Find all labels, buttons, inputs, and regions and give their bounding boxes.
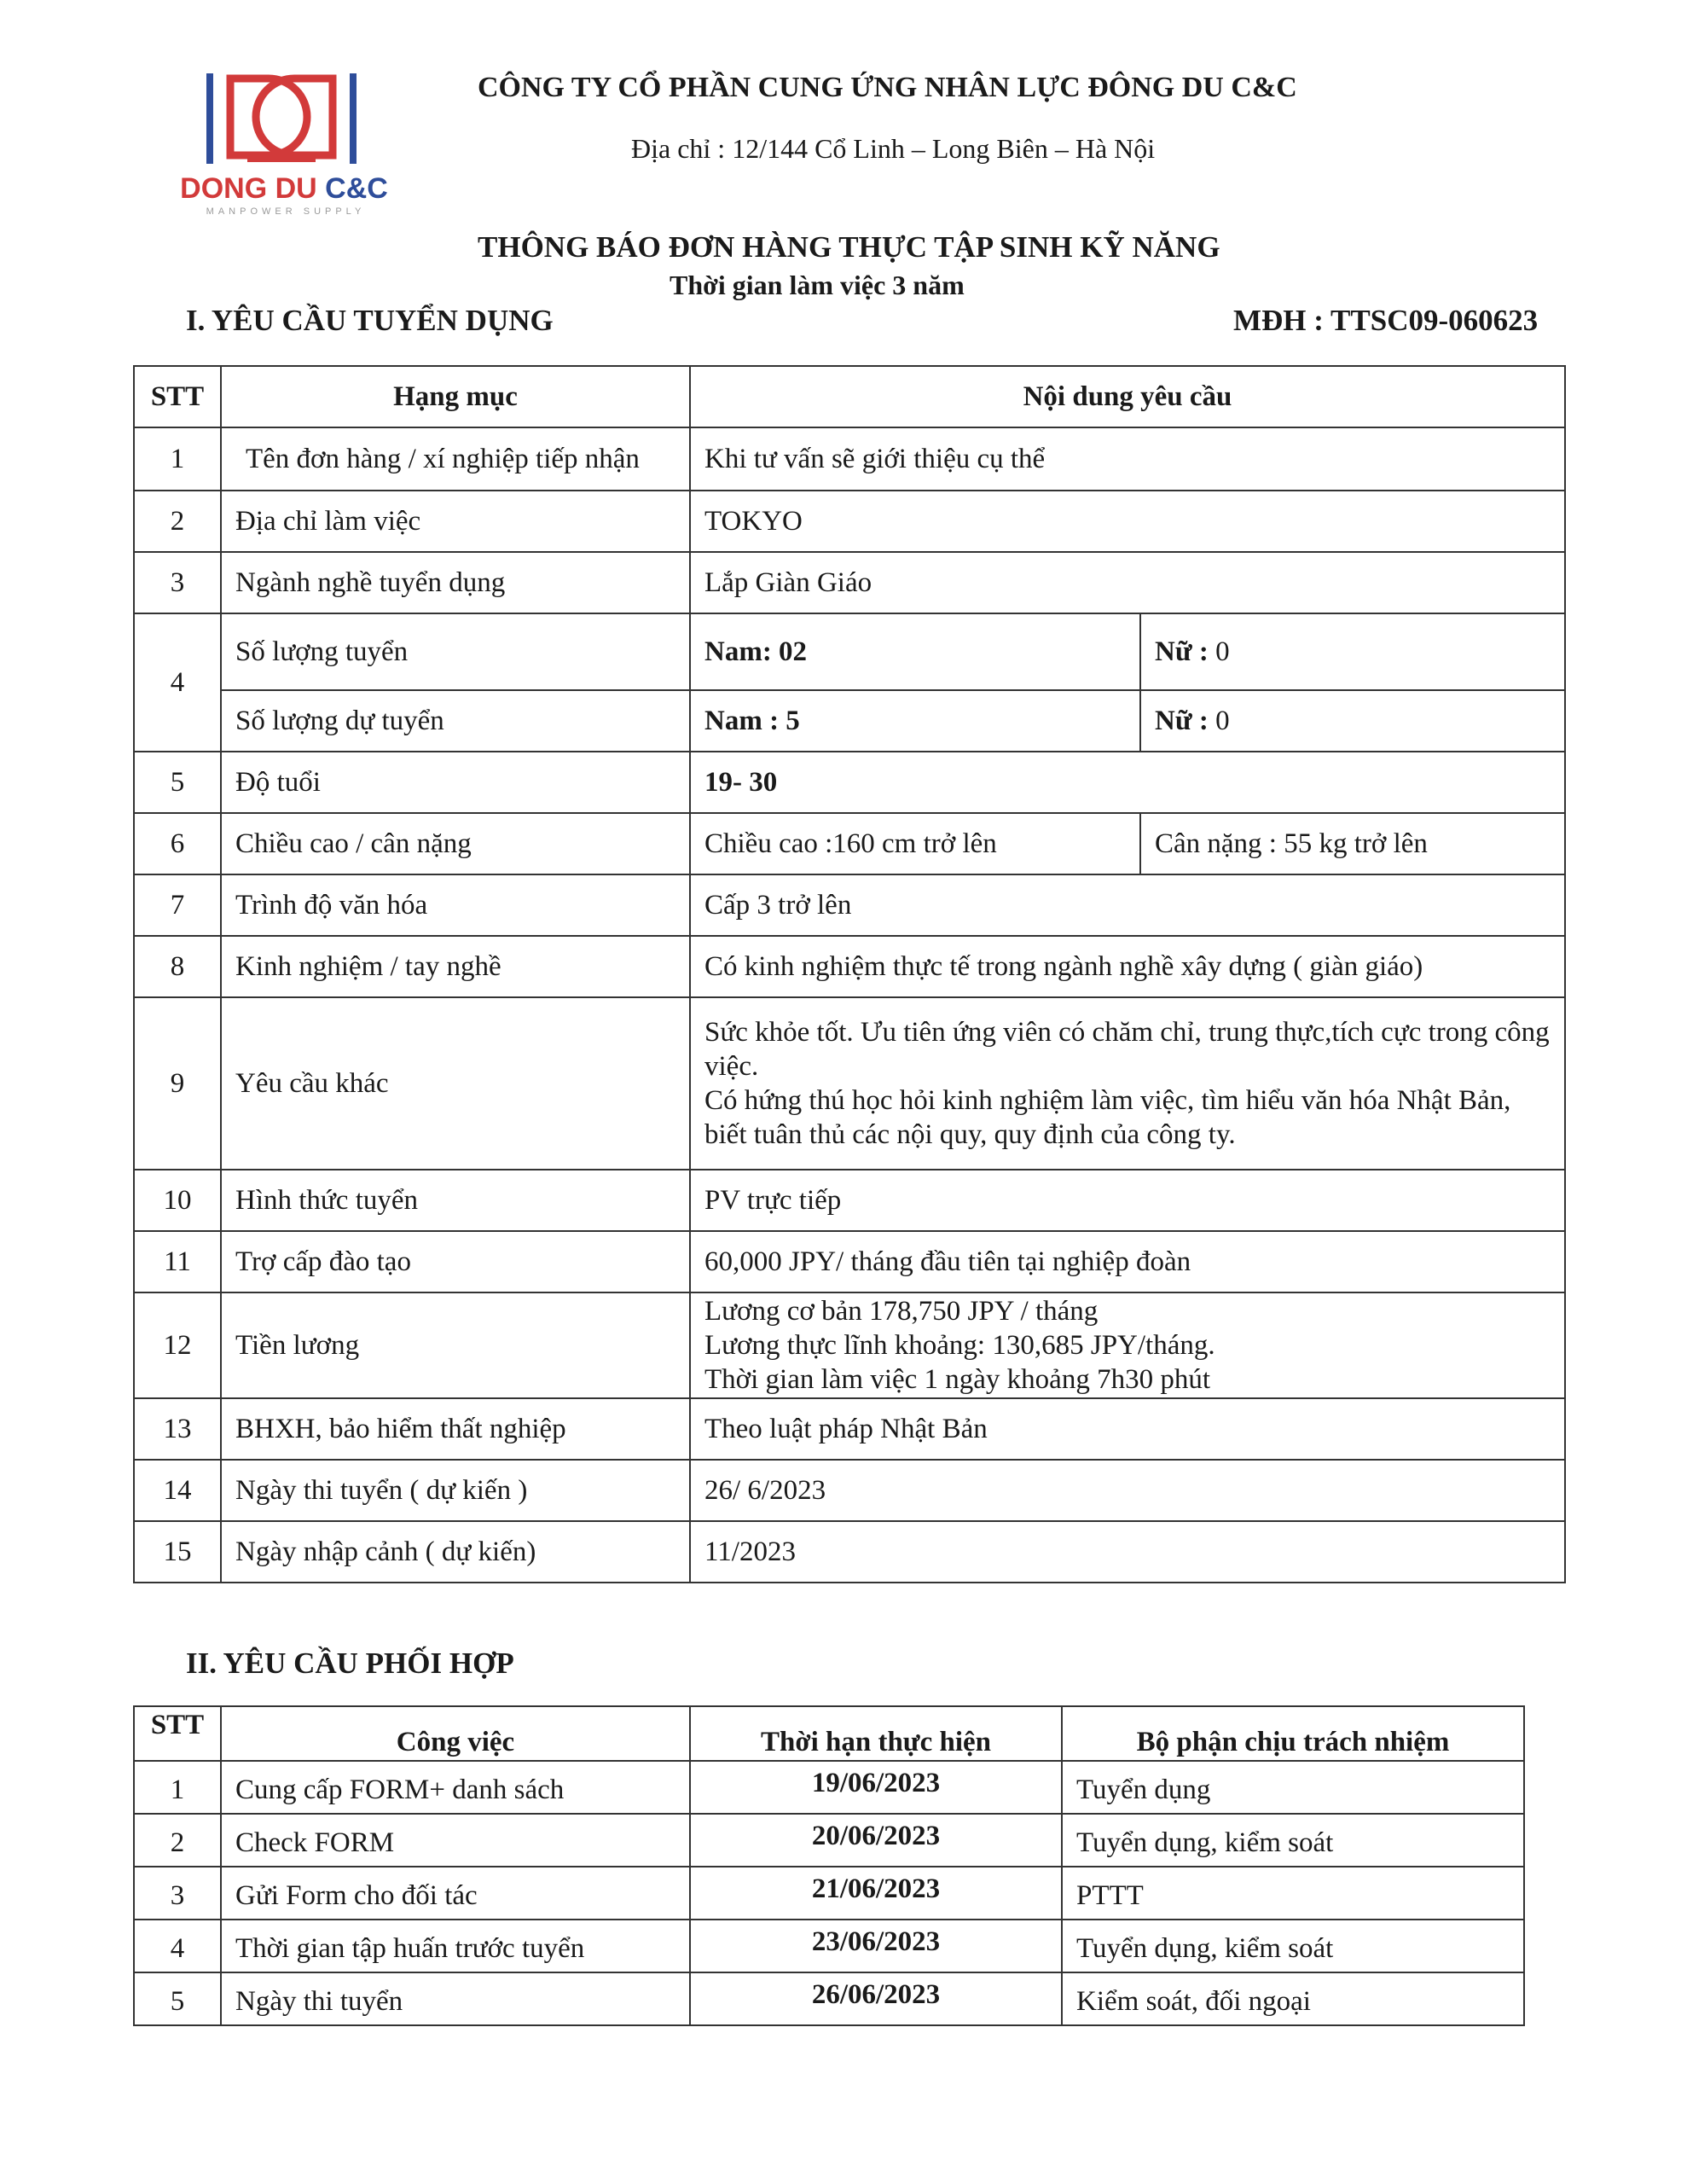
logo-tagline: MANPOWER SUPPLY [206,206,366,217]
row-item: Tên đơn hàng / xí nghiệp tiếp nhận [221,427,690,491]
salary-line: Lương thực lĩnh khoảng: 130,685 JPY/tháng. [704,1330,1215,1361]
row-item: Số lượng tuyển [221,613,690,690]
row-item: Trợ cấp đào tạo [221,1231,690,1292]
row-number: 9 [134,997,221,1170]
row-item: Chiều cao / cân nặng [221,813,690,874]
male-count: Nam : 5 [690,690,1140,752]
male-count: Nam: 02 [690,613,1140,690]
table-row [134,1521,1565,1583]
header-department: Bộ phận chịu trách nhiệm [1062,1706,1524,1761]
row-value: TOKYO [690,491,1565,552]
row-number: 5 [134,1972,221,2025]
row-item: Trình độ văn hóa [221,874,690,936]
row-value: Cấp 3 trở lên [690,874,1565,936]
row-number: 2 [134,491,221,552]
row-number: 8 [134,936,221,997]
row-number: 1 [134,1761,221,1814]
section2-heading: II. YÊU CẦU PHỐI HỢP [186,1647,514,1680]
header-stt: STT [134,1706,221,1761]
logo-mark-icon [196,70,367,171]
table-row [134,1460,1565,1521]
table-row [134,491,1565,552]
female-value: 0 [1208,706,1230,736]
order-code: MĐH : TTSC09-060623 [1233,304,1539,337]
task: Cung cấp FORM+ danh sách [221,1761,690,1814]
female-value: 0 [1208,636,1230,667]
row-value: 26/ 6/2023 [690,1460,1565,1521]
header-task: Công việc [221,1706,690,1761]
deadline: 26/06/2023 [690,1972,1062,2025]
female-label: Nữ : [1155,706,1209,736]
row-number: 4 [134,1920,221,1972]
header-deadline: Thời hạn thực hiện [690,1706,1062,1761]
department: Tuyển dụng, kiểm soát [1062,1920,1524,1972]
row-item: Số lượng dự tuyển [221,690,690,752]
row-number: 6 [134,813,221,874]
row-value: Lắp Giàn Giáo [690,552,1565,613]
row-number: 7 [134,874,221,936]
row-item: Ngành nghề tuyển dụng [221,552,690,613]
row-item: BHXH, bảo hiểm thất nghiệp [221,1398,690,1460]
deadline: 23/06/2023 [690,1920,1062,1972]
department: PTTT [1062,1867,1524,1920]
row-value: 19- 30 [690,752,1565,813]
table-row [134,1761,1524,1814]
company-logo [180,70,388,217]
table-row [134,427,1565,491]
female-count [1140,613,1565,690]
other-requirement-line: Có hứng thú học hỏi kinh nghiệm làm việc, tìm hiểu văn hóa Nhật Bản, biết tuân thủ các nội quy, quy định của công ty. [704,1085,1511,1150]
row-value: Có kinh nghiệm thực tế trong ngành nghề xây dựng ( giàn giáo) [690,936,1565,997]
row-number: 13 [134,1398,221,1460]
row-value [690,1292,1565,1398]
row-number: 15 [134,1521,221,1583]
row-value: Khi tư vấn sẽ giới thiệu cụ thể [690,427,1565,491]
coordination-table [133,1705,1525,2026]
other-requirement-line: Sức khỏe tốt. Ưu tiên ứng viên có chăm chỉ, trung thực,tích cực trong công việc. [704,1017,1550,1082]
table-header-row [134,1706,1524,1761]
company-address: Địa chỉ : 12/144 Cổ Linh – Long Biên – Hà Nội [631,133,1156,164]
table-row [134,1814,1524,1867]
header-item: Hạng mục [221,366,690,427]
table-row [134,1920,1524,1972]
row-item: Ngày nhập cảnh ( dự kiến) [221,1521,690,1583]
salary-line: Lương cơ bản 178,750 JPY / tháng [704,1296,1099,1327]
row-value: 60,000 JPY/ tháng đầu tiên tại nghiệp đoàn [690,1231,1565,1292]
salary-line: Thời gian làm việc 1 ngày khoảng 7h30 phút [704,1364,1211,1395]
row-item: Yêu cầu khác [221,997,690,1170]
task: Check FORM [221,1814,690,1867]
row-number: 5 [134,752,221,813]
table-row [134,1972,1524,2025]
row-value [690,997,1565,1170]
row-value: Theo luật pháp Nhật Bản [690,1398,1565,1460]
row-number: 3 [134,552,221,613]
row-item: Hình thức tuyển [221,1170,690,1231]
female-label: Nữ : [1155,636,1209,667]
company-name: CÔNG TY CỔ PHẦN CUNG ỨNG NHÂN LỰC ĐÔNG DU C&C [478,72,1297,103]
table-row [134,874,1565,936]
table-row [134,813,1565,874]
row-number: 4 [134,613,221,752]
section1-heading: I. YÊU CẦU TUYỂN DỤNG [186,304,554,337]
table-row [134,997,1565,1170]
height-value: Chiều cao :160 cm trở lên [690,813,1140,874]
deadline: 19/06/2023 [690,1761,1062,1814]
table-row [134,613,1565,690]
weight-value: Cân nặng : 55 kg trở lên [1140,813,1565,874]
header-content: Nội dung yêu cầu [690,366,1565,427]
table-row [134,552,1565,613]
row-number: 10 [134,1170,221,1231]
row-number: 3 [134,1867,221,1920]
table-row [134,936,1565,997]
row-item: Độ tuổi [221,752,690,813]
row-item: Kinh nghiệm / tay nghề [221,936,690,997]
row-number: 14 [134,1460,221,1521]
recruitment-requirements-table [133,365,1566,1583]
table-row [134,690,1565,752]
department: Tuyển dụng, kiểm soát [1062,1814,1524,1867]
table-row [134,1867,1524,1920]
document-title: THÔNG BÁO ĐƠN HÀNG THỰC TẬP SINH KỸ NĂNG [478,230,1220,264]
row-item: Tiền lương [221,1292,690,1398]
table-row [134,752,1565,813]
row-item: Địa chỉ làm việc [221,491,690,552]
deadline: 20/06/2023 [690,1814,1062,1867]
deadline: 21/06/2023 [690,1867,1062,1920]
table-row [134,1170,1565,1231]
header-stt: STT [134,366,221,427]
row-value: 11/2023 [690,1521,1565,1583]
document-subtitle: Thời gian làm việc 3 năm [670,270,965,300]
table-header-row [134,366,1565,427]
table-row [134,1398,1565,1460]
row-item: Ngày thi tuyển ( dự kiến ) [221,1460,690,1521]
row-number: 12 [134,1292,221,1398]
row-number: 2 [134,1814,221,1867]
row-number: 11 [134,1231,221,1292]
row-value: PV trực tiếp [690,1170,1565,1231]
logo-brand-text: DONG DU C&C [180,172,388,205]
table-row [134,1292,1565,1398]
task: Ngày thi tuyển [221,1972,690,2025]
row-number: 1 [134,427,221,491]
table-row [134,1231,1565,1292]
female-count [1140,690,1565,752]
task: Thời gian tập huấn trước tuyển [221,1920,690,1972]
task: Gửi Form cho đối tác [221,1867,690,1920]
department: Tuyển dụng [1062,1761,1524,1814]
department: Kiểm soát, đối ngoại [1062,1972,1524,2025]
